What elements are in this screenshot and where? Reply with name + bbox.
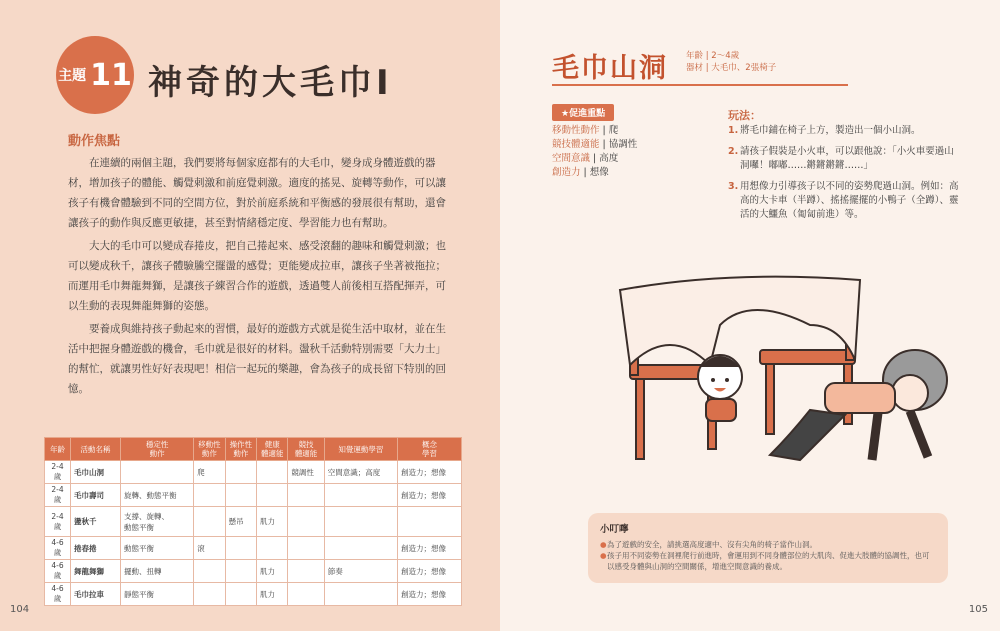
step-item: 1. 將毛巾鋪在椅子上方，製造出一個小山洞。 xyxy=(728,125,921,136)
col-health-fitness: 健康 體適能 xyxy=(257,438,288,461)
col-concept: 概念 學習 xyxy=(397,438,461,461)
table-row xyxy=(45,560,462,583)
table-cell: 毛巾壽司 xyxy=(71,484,121,507)
table-cell xyxy=(225,461,256,484)
section-title: 動作焦點 xyxy=(68,134,121,149)
table-row xyxy=(45,484,462,507)
table-row xyxy=(45,507,462,537)
table-cell: 肌力 xyxy=(257,507,288,537)
table-cell xyxy=(194,583,225,606)
focus-item: 競技體適能 | 協調性 xyxy=(552,139,638,150)
adult xyxy=(770,350,947,460)
page-number-right: 105 xyxy=(968,604,988,615)
table-cell xyxy=(288,583,324,606)
table-cell: 創造力；想像 xyxy=(397,537,461,560)
table-cell: 空間意識；高度 xyxy=(324,461,397,484)
col-manipulation: 操作性 動作 xyxy=(225,438,256,461)
paragraph-2: 大大的毛巾可以變成春捲皮，把自己捲起來、感受滾翻的趣味和觸覺刺激；也可以變成秋千，讓孩子體驗騰空擺盪的感覺；更能變成拉車，讓孩子坐著被拖拉；而運用毛巾舞龍舞獅，是讓孩子練習合作的遊戲，透過雙人前後相互搭配揮弄，可以生動的表現舞龍舞獅的姿態。 xyxy=(68,240,446,312)
tip-item: ● 為了遊戲的安全，請挑選高度適中、沒有尖角的椅子當作山洞。 xyxy=(600,540,817,549)
theme-label: 主題 xyxy=(58,68,87,84)
table-cell: 節奏 xyxy=(324,560,397,583)
table-cell xyxy=(194,484,225,507)
table-cell: 2-4 歲 xyxy=(45,461,71,484)
table-cell xyxy=(288,537,324,560)
table-row xyxy=(45,461,462,484)
table-cell: 創造力；想像 xyxy=(397,583,461,606)
age-label: 年齡 xyxy=(686,51,704,61)
table-row xyxy=(45,583,462,606)
table-cell: 旋轉、動態平衡 xyxy=(121,484,194,507)
table-cell xyxy=(225,537,256,560)
page-number-left: 104 xyxy=(10,604,30,615)
table-cell xyxy=(194,560,225,583)
activity-title: 毛巾山洞 xyxy=(552,53,668,84)
table-cell: 4-6 歲 xyxy=(45,537,71,560)
col-stability: 穩定性 動作 xyxy=(121,438,194,461)
table-cell: 動態平衡 xyxy=(121,537,194,560)
table-cell xyxy=(397,507,461,537)
title-underline xyxy=(552,84,848,86)
paragraph-1: 在連續的兩個主題，我們要將每個家庭都有的大毛巾，變身成身體遊戲的器材，增加孩子的體能、觸覺刺激和前庭覺刺激。適度的搖晃、旋轉等動作，可以讓孩子有機會體驗到不同的空間方位，對於前庭系統和平衡感的發展很有幫助，還會讓孩子的動作與反應更敏捷，甚至對情緒穩定度、學習能力也有幫助。 xyxy=(68,157,446,229)
page-title: 神奇的大毛巾Ⅰ xyxy=(148,63,393,103)
tip-item: ● 孩子用不同姿勢在洞裡爬行前進時，會運用到不同身體部位的大肌肉、促進大肢體的協調性，也可以感受身體與山洞的空間關係，增進空間意識的養成。 xyxy=(600,551,930,571)
table-cell: 舞龍舞獅 xyxy=(71,560,121,583)
table-cell: 2-4 歲 xyxy=(45,484,71,507)
focus-badge: ★促進重點 xyxy=(552,104,614,121)
table-cell xyxy=(194,507,225,537)
table-cell: 2-4 歲 xyxy=(45,507,71,537)
paragraph-3: 要養成與維持孩子動起來的習慣，最好的遊戲方式就是從生活中取材，並在生活中把握身體遊戲的機會，毛巾就是很好的材料。盪秋千活動特別需要「大力士」的幫忙，就讓男性好好表現吧！相信一起玩的樂趣，會為孩子的成長留下特別的回憶。 xyxy=(68,323,446,395)
table-cell: 毛巾拉車 xyxy=(71,583,121,606)
table-cell xyxy=(324,583,397,606)
play-title: 玩法： xyxy=(728,109,761,122)
table-cell: 競調性 xyxy=(288,461,324,484)
col-skill-fitness: 競技 體適能 xyxy=(288,438,324,461)
table-cell xyxy=(324,537,397,560)
col-perceptual: 知覺運動學習 xyxy=(324,438,397,461)
table-cell xyxy=(324,507,397,537)
focus-item: 創造力 | 想像 xyxy=(552,167,609,178)
col-activity: 活動名稱 xyxy=(71,438,121,461)
focus-item: 移動性動作 | 爬 xyxy=(552,125,619,136)
table-cell: 支撐、旋轉、 動態平衡 xyxy=(121,507,194,537)
table-cell xyxy=(121,461,194,484)
table-cell: 靜態平衡 xyxy=(121,583,194,606)
right-page xyxy=(500,0,1000,631)
tip-box xyxy=(588,513,948,583)
table-cell: 4-6 歲 xyxy=(45,560,71,583)
table-cell xyxy=(257,484,288,507)
table-cell: 創造力；想像 xyxy=(397,560,461,583)
table-cell: 擺動、扭轉 xyxy=(121,560,194,583)
table-cell: 肌力 xyxy=(257,583,288,606)
table-cell xyxy=(257,537,288,560)
col-locomotion: 移動性 動作 xyxy=(194,438,225,461)
table-header-row xyxy=(45,438,462,461)
table-cell: 盪秋千 xyxy=(71,507,121,537)
age-value: 2～4歲 xyxy=(711,51,740,61)
table-cell xyxy=(225,484,256,507)
table-cell xyxy=(288,484,324,507)
focus-item: 空間意識 | 高度 xyxy=(552,153,619,164)
table-cell: 創造力；想像 xyxy=(397,461,461,484)
table-cell: 懸吊 xyxy=(225,507,256,537)
activity-meta: 年齡 | 2～4歲 器材 | 大毛巾、2張椅子 xyxy=(686,51,777,73)
activity-table xyxy=(44,437,462,606)
table-cell: 滾 xyxy=(194,537,225,560)
materials-value: 大毛巾、2張椅子 xyxy=(711,63,777,73)
table-cell xyxy=(225,583,256,606)
col-age: 年齡 xyxy=(45,438,71,461)
theme-badge xyxy=(56,36,134,114)
table-row xyxy=(45,537,462,560)
focus-list xyxy=(552,124,637,180)
table-cell: 爬 xyxy=(194,461,225,484)
table-cell xyxy=(257,461,288,484)
tip-title: 小叮嚀 xyxy=(600,524,629,535)
table-cell: 捲春捲 xyxy=(71,537,121,560)
table-cell xyxy=(324,484,397,507)
materials-label: 器材 xyxy=(686,63,704,73)
table-cell: 毛巾山洞 xyxy=(71,461,121,484)
table-cell: 肌力 xyxy=(257,560,288,583)
step-item: 3. 用想像力引導孩子以不同的姿勢爬過山洞。例如：高高的大卡車（半蹲）、搖搖擺擺的小鴨子（全蹲）、靈活的大鱷魚（匍匐前進）等。 xyxy=(728,181,959,220)
table-cell: 4-6 歲 xyxy=(45,583,71,606)
table-cell xyxy=(288,560,324,583)
child xyxy=(698,355,742,421)
table-cell: 創造力；想像 xyxy=(397,484,461,507)
table-cell xyxy=(225,560,256,583)
illustration-tunnel xyxy=(610,265,980,475)
step-item: 2. 請孩子假裝是小火車，可以跟他說：「小火車要過山洞囉！嘟嘟……鏘鏘鏘鏘……」 xyxy=(728,146,954,171)
steps-list xyxy=(728,124,960,229)
table-cell xyxy=(288,507,324,537)
theme-number: 11 xyxy=(90,57,132,93)
